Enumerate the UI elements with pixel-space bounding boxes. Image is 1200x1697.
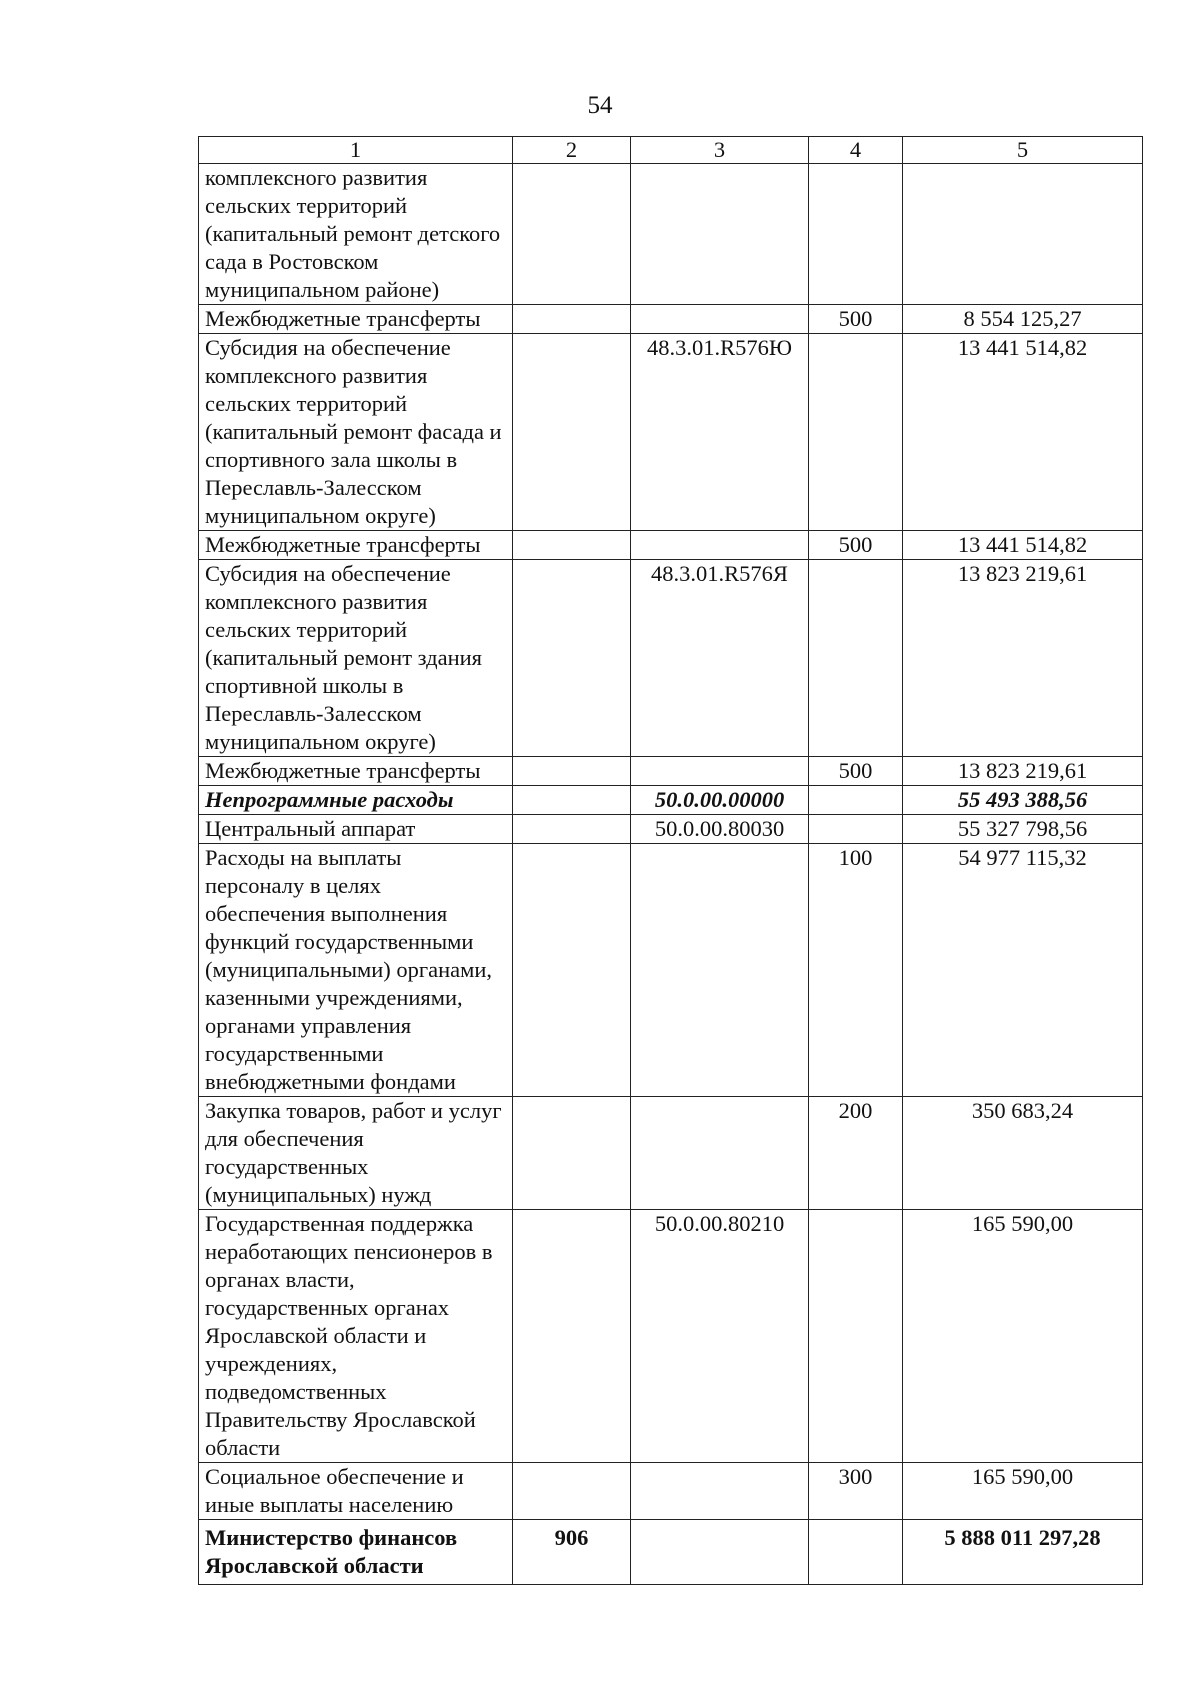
row-name-cell: Центральный аппарат — [199, 815, 513, 844]
row-target-code-cell: 50.0.00.80030 — [631, 815, 809, 844]
row-name-cell: комплексного развития сельских территорий (капитальный ремонт детского сада в Ростовском муниципальном районе) — [199, 164, 513, 305]
row-target-code-cell — [631, 1463, 809, 1520]
header-cell-4: 4 — [809, 137, 903, 164]
row-amount-cell: 165 590,00 — [903, 1210, 1143, 1463]
row-name-cell: Расходы на выплаты персоналу в целях обеспечения выполнения функций государственными (муниципальными) органами, казенными учреждениями, органами управления государственными внебюджетными фондами — [199, 844, 513, 1097]
row-expense-type-cell — [809, 815, 903, 844]
table-row — [199, 815, 1143, 844]
row-name-cell: Закупка товаров, работ и услуг для обеспечения государственных (муниципальных) нужд — [199, 1097, 513, 1210]
header-cell-1: 1 — [199, 137, 513, 164]
table-row — [199, 786, 1143, 815]
row-amount-cell: 55 327 798,56 — [903, 815, 1143, 844]
row-expense-type-cell — [809, 164, 903, 305]
row-section-code-cell — [513, 815, 631, 844]
row-name-cell: Непрограммные расходы — [199, 786, 513, 815]
row-section-code-cell — [513, 531, 631, 560]
budget-table-body — [199, 137, 1143, 1585]
row-amount-cell: 13 823 219,61 — [903, 560, 1143, 757]
row-section-code-cell — [513, 757, 631, 786]
row-target-code-cell — [631, 1097, 809, 1210]
row-section-code-cell — [513, 1097, 631, 1210]
row-amount-cell: 13 441 514,82 — [903, 531, 1143, 560]
row-name-cell: Социальное обеспечение и иные выплаты населению — [199, 1463, 513, 1520]
row-target-code-cell: 50.0.00.00000 — [631, 786, 809, 815]
row-name-cell: Межбюджетные трансферты — [199, 531, 513, 560]
row-expense-type-cell — [809, 1210, 903, 1463]
row-section-code-cell — [513, 334, 631, 531]
row-expense-type-cell: 500 — [809, 305, 903, 334]
row-name-cell: Субсидия на обеспечение комплексного развития сельских территорий (капитальный ремонт здания спортивной школы в Переславль-Залесском муниципальном округе) — [199, 560, 513, 757]
row-section-code-cell — [513, 844, 631, 1097]
row-amount-cell: 5 888 011 297,28 — [903, 1520, 1143, 1585]
table-row — [199, 164, 1143, 305]
row-amount-cell: 54 977 115,32 — [903, 844, 1143, 1097]
row-name-cell: Межбюджетные трансферты — [199, 305, 513, 334]
row-name-cell: Межбюджетные трансферты — [199, 757, 513, 786]
header-cell-2: 2 — [513, 137, 631, 164]
row-amount-cell — [903, 164, 1143, 305]
table-row — [199, 531, 1143, 560]
table-row — [199, 1520, 1143, 1585]
row-target-code-cell — [631, 757, 809, 786]
row-expense-type-cell — [809, 334, 903, 531]
row-amount-cell: 165 590,00 — [903, 1463, 1143, 1520]
row-name-cell: Министерство финансов Ярославской области — [199, 1520, 513, 1585]
row-target-code-cell: 48.3.01.R576Я — [631, 560, 809, 757]
budget-table — [198, 136, 1143, 1585]
table-header-row — [199, 137, 1143, 164]
row-amount-cell: 8 554 125,27 — [903, 305, 1143, 334]
row-target-code-cell — [631, 531, 809, 560]
row-target-code-cell: 50.0.00.80210 — [631, 1210, 809, 1463]
row-expense-type-cell: 500 — [809, 531, 903, 560]
header-cell-3: 3 — [631, 137, 809, 164]
row-expense-type-cell: 300 — [809, 1463, 903, 1520]
table-row — [199, 305, 1143, 334]
row-name-cell: Государственная поддержка неработающих пенсионеров в органах власти, государственных органах Ярославской области и учреждениях, подведомственных Правительству Ярославской области — [199, 1210, 513, 1463]
table-row — [199, 1210, 1143, 1463]
row-target-code-cell — [631, 164, 809, 305]
table-row — [199, 560, 1143, 757]
row-amount-cell: 13 823 219,61 — [903, 757, 1143, 786]
row-expense-type-cell: 200 — [809, 1097, 903, 1210]
row-section-code-cell — [513, 1463, 631, 1520]
table-row — [199, 844, 1143, 1097]
row-section-code-cell — [513, 164, 631, 305]
header-cell-5: 5 — [903, 137, 1143, 164]
row-expense-type-cell — [809, 560, 903, 757]
row-section-code-cell — [513, 1210, 631, 1463]
row-amount-cell: 13 441 514,82 — [903, 334, 1143, 531]
row-name-cell: Субсидия на обеспечение комплексного развития сельских территорий (капитальный ремонт фасада и спортивного зала школы в Переславль-Залесском муниципальном округе) — [199, 334, 513, 531]
row-section-code-cell — [513, 786, 631, 815]
table-row — [199, 1097, 1143, 1210]
row-section-code-cell: 906 — [513, 1520, 631, 1585]
row-section-code-cell — [513, 560, 631, 757]
row-expense-type-cell — [809, 1520, 903, 1585]
row-target-code-cell: 48.3.01.R576Ю — [631, 334, 809, 531]
row-target-code-cell — [631, 844, 809, 1097]
row-expense-type-cell: 100 — [809, 844, 903, 1097]
row-section-code-cell — [513, 305, 631, 334]
row-expense-type-cell — [809, 786, 903, 815]
row-target-code-cell — [631, 305, 809, 334]
row-target-code-cell — [631, 1520, 809, 1585]
table-row — [199, 334, 1143, 531]
page-number: 54 — [587, 92, 613, 119]
row-amount-cell: 55 493 388,56 — [903, 786, 1143, 815]
table-row — [199, 757, 1143, 786]
table-row — [199, 1463, 1143, 1520]
row-expense-type-cell: 500 — [809, 757, 903, 786]
row-amount-cell: 350 683,24 — [903, 1097, 1143, 1210]
